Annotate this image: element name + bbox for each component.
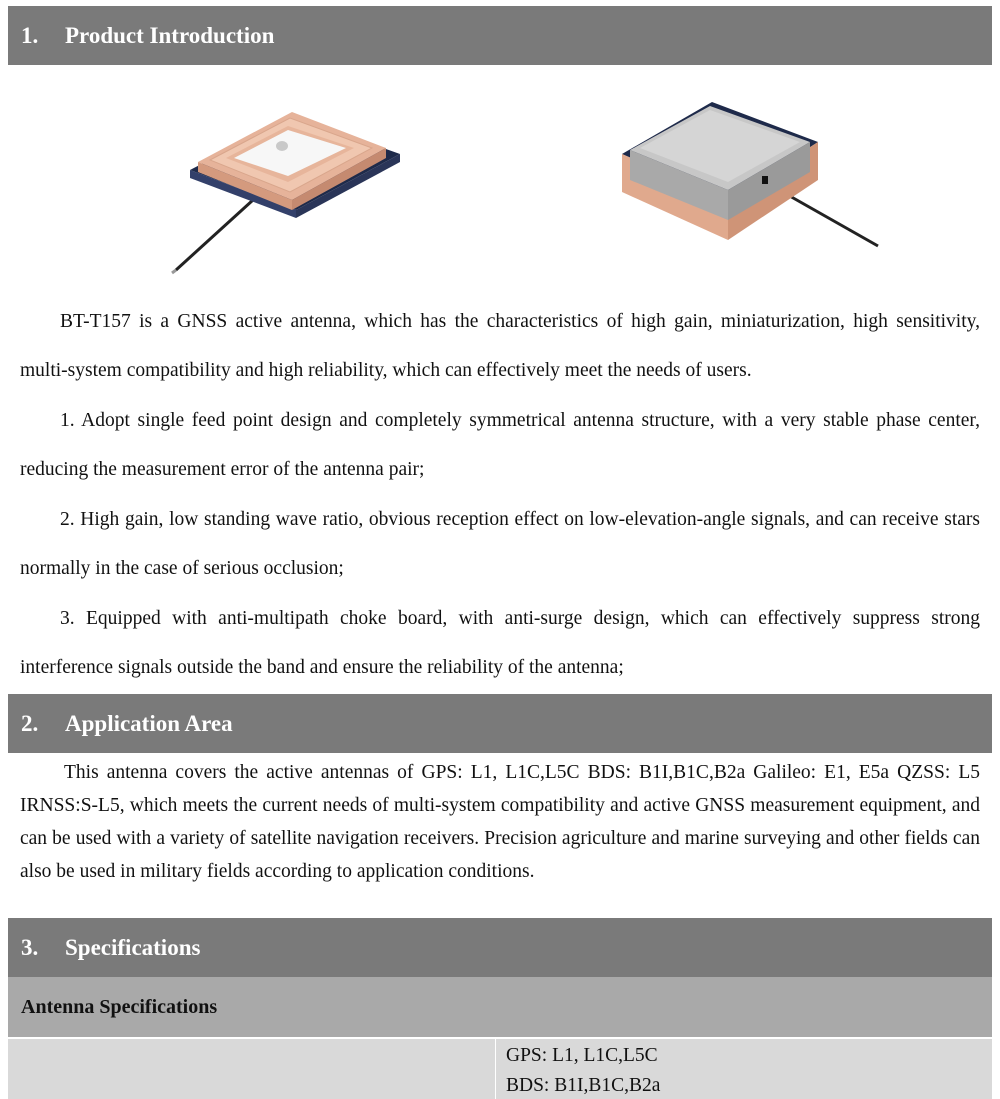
section-title: Product Introduction <box>65 22 275 48</box>
spec-table-row <box>8 1039 992 1099</box>
section-number: 1. <box>21 22 39 48</box>
shielded-antenna-icon <box>610 90 890 260</box>
intro-summary <box>20 297 980 395</box>
patch-antenna-icon <box>170 78 410 278</box>
intro-summary-text: BT-T157 is a GNSS active antenna, which has the characteristics of high gain, miniaturization, high sensitivity, multi-system compatibility and high reliability, which can effectively meet the needs of users. <box>20 311 980 381</box>
spec-value-cell <box>495 1039 992 1099</box>
section-title: Specifications <box>65 934 201 960</box>
specs-subheader <box>8 977 992 1037</box>
section-header-application-area <box>8 694 992 753</box>
feature-text: 3. Equipped with anti-multipath choke board, with anti-surge design, which can effectively suppress strong interference signals outside the band and ensure the reliability of the antenna; <box>20 608 980 678</box>
feature-item <box>20 594 980 692</box>
section-number: 2. <box>21 710 39 736</box>
application-text-body: This antenna covers the active antennas of GPS: L1, L1C,L5C BDS: B1I,B1C,B2a Galileo: E1, E5a QZSS: L5 IRNSS:S-L5, which meets the current needs of multi-system compatibility and active GNSS measurement equipment, and can be used with a variety of satellite navigation receivers. Precision agriculture and marine surveying and other fields can also be used in military fields according to application conditions. <box>20 762 980 882</box>
section-number: 3. <box>21 934 39 960</box>
spec-value-line: GPS: L1, L1C,L5C <box>506 1045 658 1066</box>
section-header-specifications <box>8 918 992 977</box>
section-title: Application Area <box>65 710 233 736</box>
application-text <box>20 756 980 888</box>
feature-item <box>20 495 980 593</box>
feature-text: 1. Adopt single feed point design and completely symmetrical antenna structure, with a very stable phase center, reducing the measurement error of the antenna pair; <box>20 410 980 480</box>
feature-text: 2. High gain, low standing wave ratio, obvious reception effect on low-elevation-angle signals, and can receive stars normally in the case of serious occlusion; <box>20 509 980 579</box>
feature-item <box>20 396 980 494</box>
section-header-product-introduction <box>8 6 992 65</box>
spec-value-line: BDS: B1I,B1C,B2a <box>506 1075 661 1096</box>
specs-subheader-text: Antenna Specifications <box>21 995 218 1018</box>
